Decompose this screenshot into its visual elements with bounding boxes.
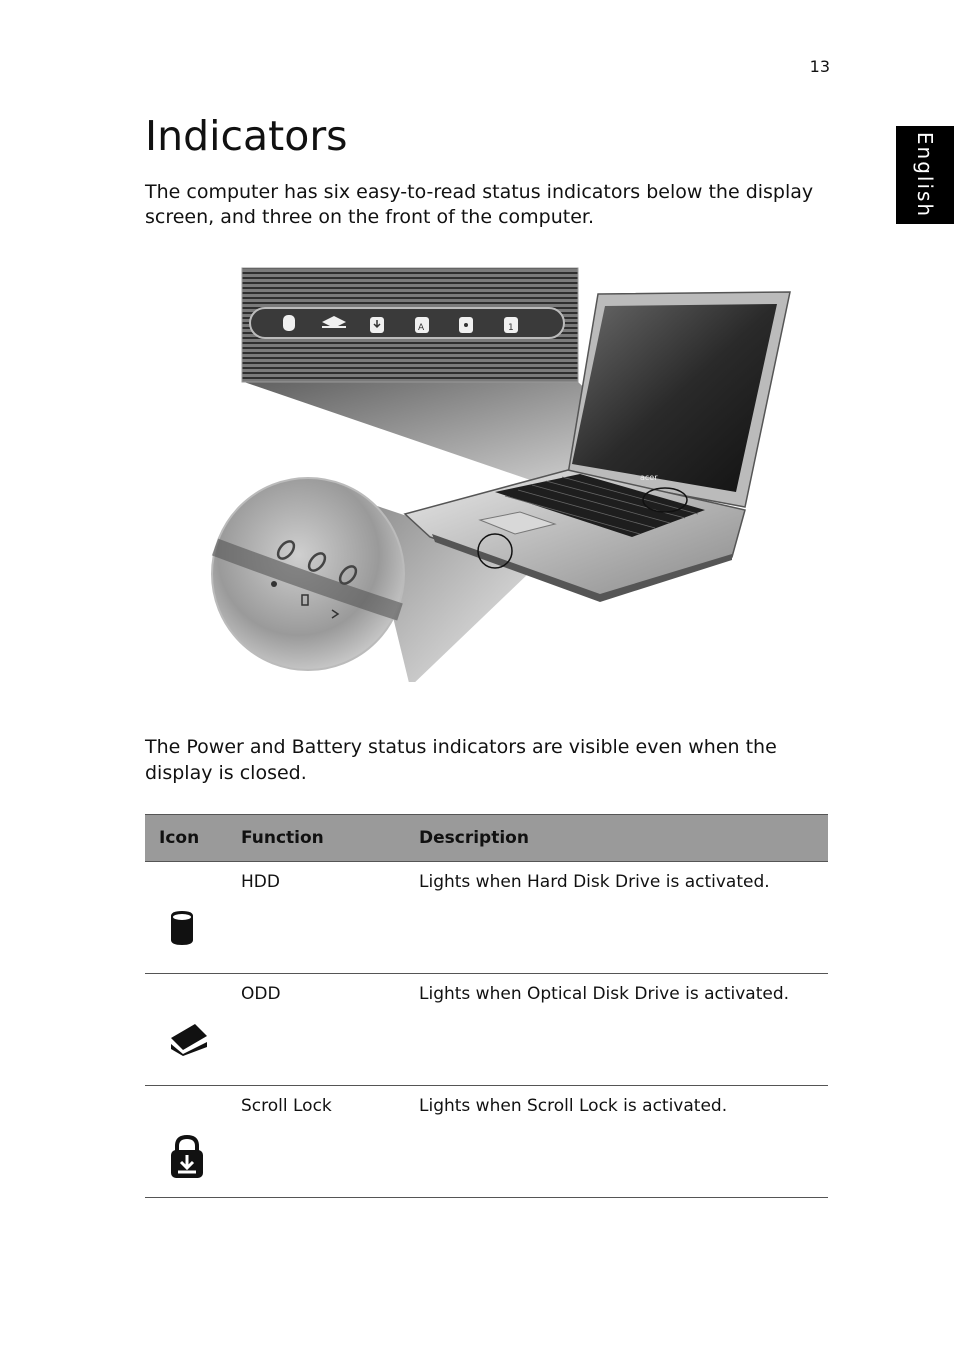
optical-disk-icon xyxy=(169,1022,209,1056)
laptop-lid xyxy=(568,292,790,507)
table-row xyxy=(145,1086,828,1198)
power-icon xyxy=(271,581,277,587)
panel-num-letter: 1 xyxy=(508,323,514,333)
page-number: 13 xyxy=(809,57,830,76)
laptop-logo: acer xyxy=(640,473,658,482)
description-cell: Lights when Optical Disk Drive is activated. xyxy=(419,974,828,1086)
indicator-figure xyxy=(200,262,800,682)
description-cell: Lights when Scroll Lock is activated. xyxy=(419,1086,828,1198)
intro-paragraph: The computer has six easy-to-read status indicators below the display screen, and three on the front of the computer. xyxy=(145,181,814,228)
language-tab xyxy=(896,126,954,224)
header-icon: Icon xyxy=(145,815,241,862)
panel-caps-letter: A xyxy=(418,323,425,333)
function-cell: HDD xyxy=(241,862,419,974)
indicator-panel-zoom xyxy=(242,268,578,382)
description-cell: Lights when Hard Disk Drive is activated. xyxy=(419,862,828,974)
header-description: Description xyxy=(419,815,828,862)
scroll-lock-icon xyxy=(169,1134,205,1180)
table-row xyxy=(145,862,828,974)
front-indicator-zoom xyxy=(212,478,404,670)
visibility-note: The Power and Battery status indicators are visible even when the display is closed. xyxy=(145,736,777,784)
language-tab-label: English xyxy=(913,131,937,219)
function-cell: ODD xyxy=(241,974,419,1086)
table-row xyxy=(145,974,828,1086)
hdd-icon xyxy=(169,910,195,946)
page-title: Indicators xyxy=(145,112,348,160)
header-function: Function xyxy=(241,815,419,862)
function-cell: Scroll Lock xyxy=(241,1086,419,1198)
indicator-table xyxy=(145,814,828,1198)
laptop-illustration xyxy=(200,262,800,682)
table-header-row xyxy=(145,815,828,862)
panel-hdd-icon xyxy=(283,315,295,331)
